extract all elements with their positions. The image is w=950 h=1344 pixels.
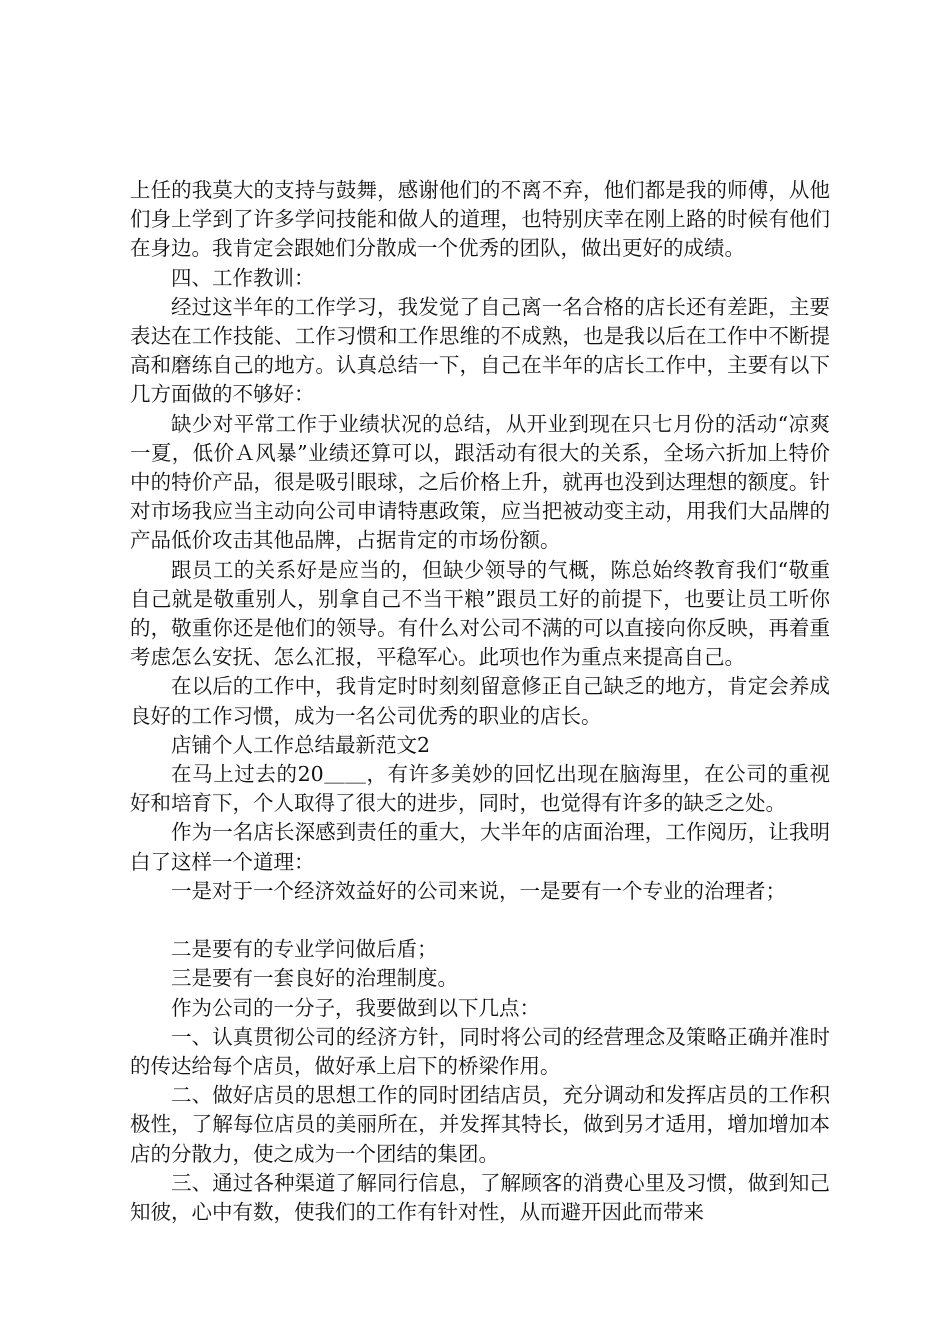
paragraph: 二、做好店员的思想工作的同时团结店员，充分调动和发挥店员的工作积极性，了解每位店员的美丽所在，并发挥其特长，做到另才适用，增加增加本店的分散力，使之成为一个团结的集团。 bbox=[130, 1083, 830, 1166]
document-body bbox=[130, 176, 830, 1227]
paragraph: 二是要有的专业学问做后盾； bbox=[171, 937, 438, 962]
paragraph: 三是要有一套良好的治理制度。 bbox=[171, 966, 458, 991]
paragraph: 作为公司的一分子，我要做到以下几点： bbox=[171, 995, 540, 1020]
paragraph: 四、工作教训： bbox=[171, 265, 315, 290]
paragraph: 跟员工的关系好是应当的，但缺少领导的气概，陈总始终教育我们“敬重自己就是敬重别人，别拿自己不当干粮”跟员工好的前提下，也要让员工听你的，敬重你还是他们的领导。有什么对公司不满的可以直接向你反映，再着重考虑怎么安抚、怎么汇报，平稳军心。此项也作为重点来提高自己。 bbox=[130, 557, 830, 670]
paragraph: 上任的我莫大的支持与鼓舞，感谢他们的不离不弃，他们都是我的师傅，从他们身上学到了许多学问技能和做人的道理，也特别庆幸在刚上路的时候有他们在身边。我肯定会跟她们分散成一个优秀的团队，做出更好的成绩。 bbox=[130, 178, 830, 261]
paragraph: 店铺个人工作总结最新范文2 bbox=[171, 732, 431, 757]
paragraph: 一、认真贯彻公司的经济方针，同时将公司的经营理念及策略正确并准时的传达给每个店员，做好承上启下的桥梁作用。 bbox=[130, 1024, 830, 1079]
paragraph: 在以后的工作中，我肯定时时刻刻留意修正自己缺乏的地方，肯定会养成良好的工作习惯，成为一名公司优秀的职业的店长。 bbox=[130, 674, 830, 728]
paragraph: 经过这半年的工作学习，我发觉了自己离一名合格的店长还有差距，主要表达在工作技能、工作习惯和工作思维的不成熟，也是我以后在工作中不断提高和磨练自己的地方。认真总结一下，自己在半年的店长工作中，主要有以下几方面做的不够好： bbox=[130, 294, 830, 407]
paragraph: 作为一名店长深感到责任的重大，大半年的店面治理，工作阅历，让我明白了这样一个道理： bbox=[130, 820, 830, 874]
paragraph: 在马上过去的20＿＿，有许多美妙的回忆出现在脑海里，在公司的重视好和培育下，个人取得了很大的进步，同时，也觉得有许多的缺乏之处。 bbox=[130, 762, 830, 816]
paragraph: 一是对于一个经济效益好的公司来说，一是要有一个专业的治理者； bbox=[171, 878, 786, 903]
paragraph: 缺少对平常工作于业绩状况的总结，从开业到现在只七月份的活动“凉爽一夏，低价Ａ风暴”业绩还算可以，跟活动有很大的关系，全场六折加上特价中的特价产品，很是吸引眼球，之后价格上升，就再也没到达理想的额度。针对市场我应当主动向公司申请特惠政策，应当把被动变主动，用我们大品牌的产品低价攻击其他品牌，占据肯定的市场份额。 bbox=[130, 411, 830, 553]
paragraph: 三、通过各种渠道了解同行信息，了解顾客的消费心里及习惯，做到知己知彼，心中有数，使我们的工作有针对性，从而避开因此而带来 bbox=[130, 1170, 830, 1225]
